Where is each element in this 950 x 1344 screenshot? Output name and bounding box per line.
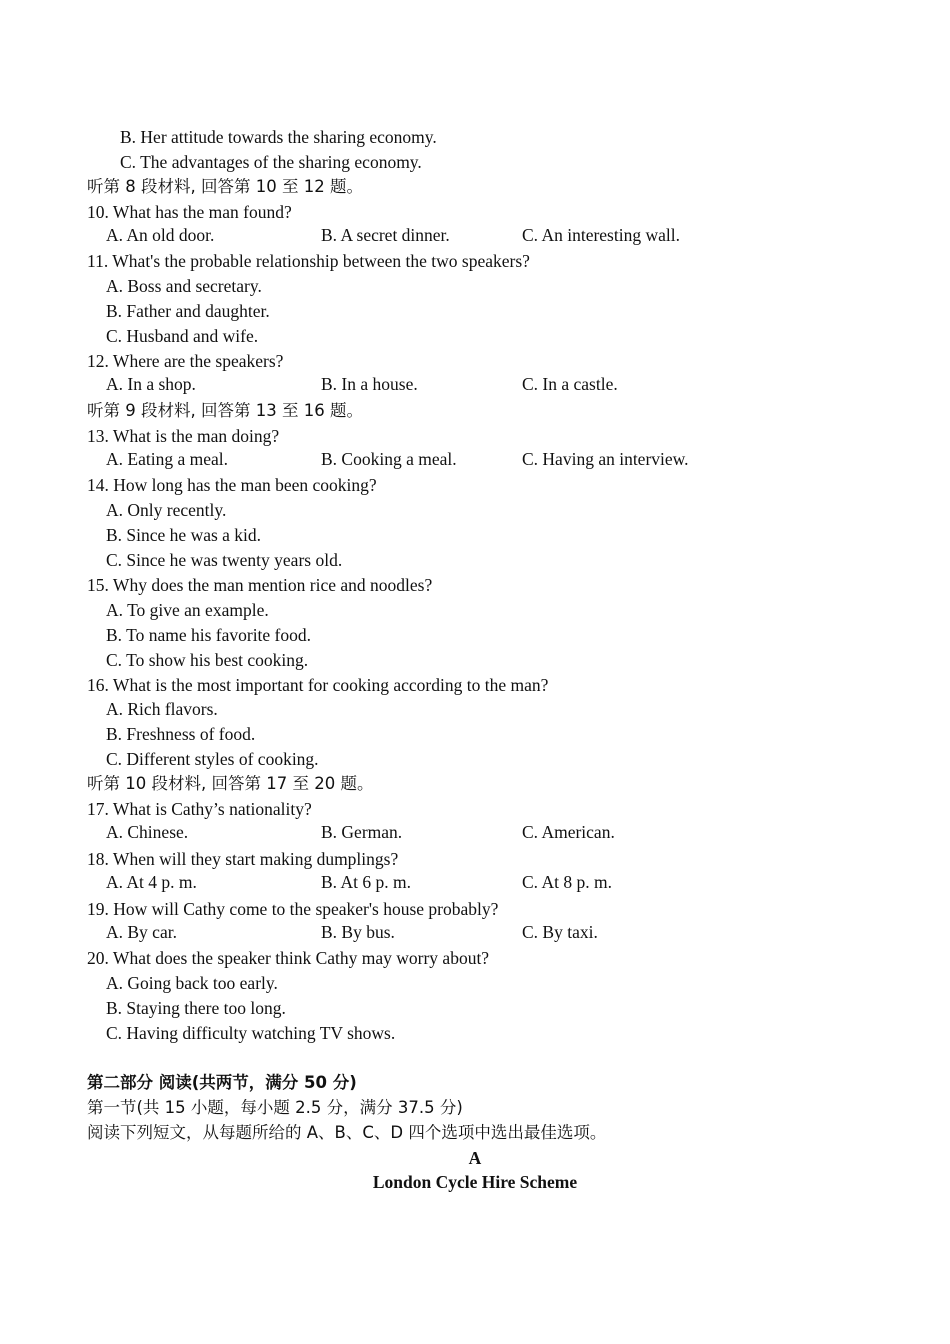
option-b: B. At 6 p. m. [321,871,411,892]
option-c: C. To show his best cooking. [106,649,309,670]
question-12-stem: 12. Where are the speakers? [87,351,284,372]
passage-label: A [468,1147,482,1168]
option-c: C. Different styles of cooking. [106,749,319,770]
option-c: C. At 8 p. m. [522,871,612,892]
question-10-stem: 10. What has the man found? [87,201,292,222]
question-19-options [87,922,863,947]
section-9-heading: 听第 9 段材料, 回答第 13 至 16 题。 [87,400,363,420]
option-c: C. Having an interview. [522,448,689,469]
passage-title: London Cycle Hire Scheme [372,1172,578,1193]
option-b: B. Staying there too long. [106,998,286,1019]
option-b: B. Father and daughter. [106,301,270,322]
question-11-stem: 11. What's the probable relationship between the two speakers? [87,251,530,272]
option-b: B. German. [321,821,403,842]
question-20-stem: 20. What does the speaker think Cathy may worry about? [87,948,490,969]
part-2-section-1-heading: 第一节(共 15 小题，每小题 2.5 分，满分 37.5 分) [87,1097,463,1117]
option-b: B. In a house. [321,373,418,394]
option-a: A. By car. [106,921,177,942]
option-a: A. Only recently. [106,500,227,521]
option-b: B. By bus. [321,921,395,942]
section-10-heading: 听第 10 段材料, 回答第 17 至 20 题。 [87,774,374,794]
question-15-stem: 15. Why does the man mention rice and noodles? [87,575,433,596]
question-14-stem: 14. How long has the man been cooking? [87,475,377,496]
option-b: B. Freshness of food. [106,724,256,745]
option-b: B. To name his favorite food. [106,624,312,645]
option-c: C. American. [522,821,615,842]
part-2-heading: 第二部分 阅读(共两节，满分 50 分) [87,1072,357,1092]
option-c: C. In a castle. [522,373,618,394]
option-a: A. Rich flavors. [106,699,218,720]
option-c: C. Since he was twenty years old. [106,550,343,571]
option-a: A. To give an example. [106,599,269,620]
option-a: A. Going back too early. [106,973,278,994]
option-a: A. In a shop. [106,373,196,394]
option-c: C. By taxi. [522,921,598,942]
question-13-options [87,449,863,474]
question-13-stem: 13. What is the man doing? [87,425,280,446]
question-10-options [87,225,863,250]
option-a: A. Eating a meal. [106,448,228,469]
option-a: A. An old door. [106,224,215,245]
question-19-stem: 19. How will Cathy come to the speaker's house probably? [87,898,499,919]
option-b: B. Cooking a meal. [321,448,457,469]
option-c: C. Husband and wife. [106,326,259,347]
exam-page [87,125,863,1195]
option-a: A. Boss and secretary. [106,276,262,297]
question-12-options [87,374,863,399]
part-2-instruction: 阅读下列短文，从每题所给的 A、B、C、D 四个选项中选出最佳选项。 [87,1122,607,1142]
option-c: C. Having difficulty watching TV shows. [106,1023,396,1044]
option-c-prev-question: C. The advantages of the sharing economy. [120,151,422,172]
option-b: B. Since he was a kid. [106,525,262,546]
option-a: A. Chinese. [106,821,189,842]
question-16-stem: 16. What is the most important for cooking according to the man? [87,674,549,695]
section-8-heading: 听第 8 段材料, 回答第 10 至 12 题。 [87,176,363,196]
question-18-options [87,872,863,897]
question-17-options [87,822,863,847]
question-17-stem: 17. What is Cathy’s nationality? [87,799,312,820]
question-18-stem: 18. When will they start making dumplings? [87,848,399,869]
option-a: A. At 4 p. m. [106,871,197,892]
spacer [87,1046,863,1071]
option-b: B. A secret dinner. [321,224,450,245]
option-b-prev-question: B. Her attitude towards the sharing economy. [120,127,437,147]
option-c: C. An interesting wall. [522,224,680,245]
